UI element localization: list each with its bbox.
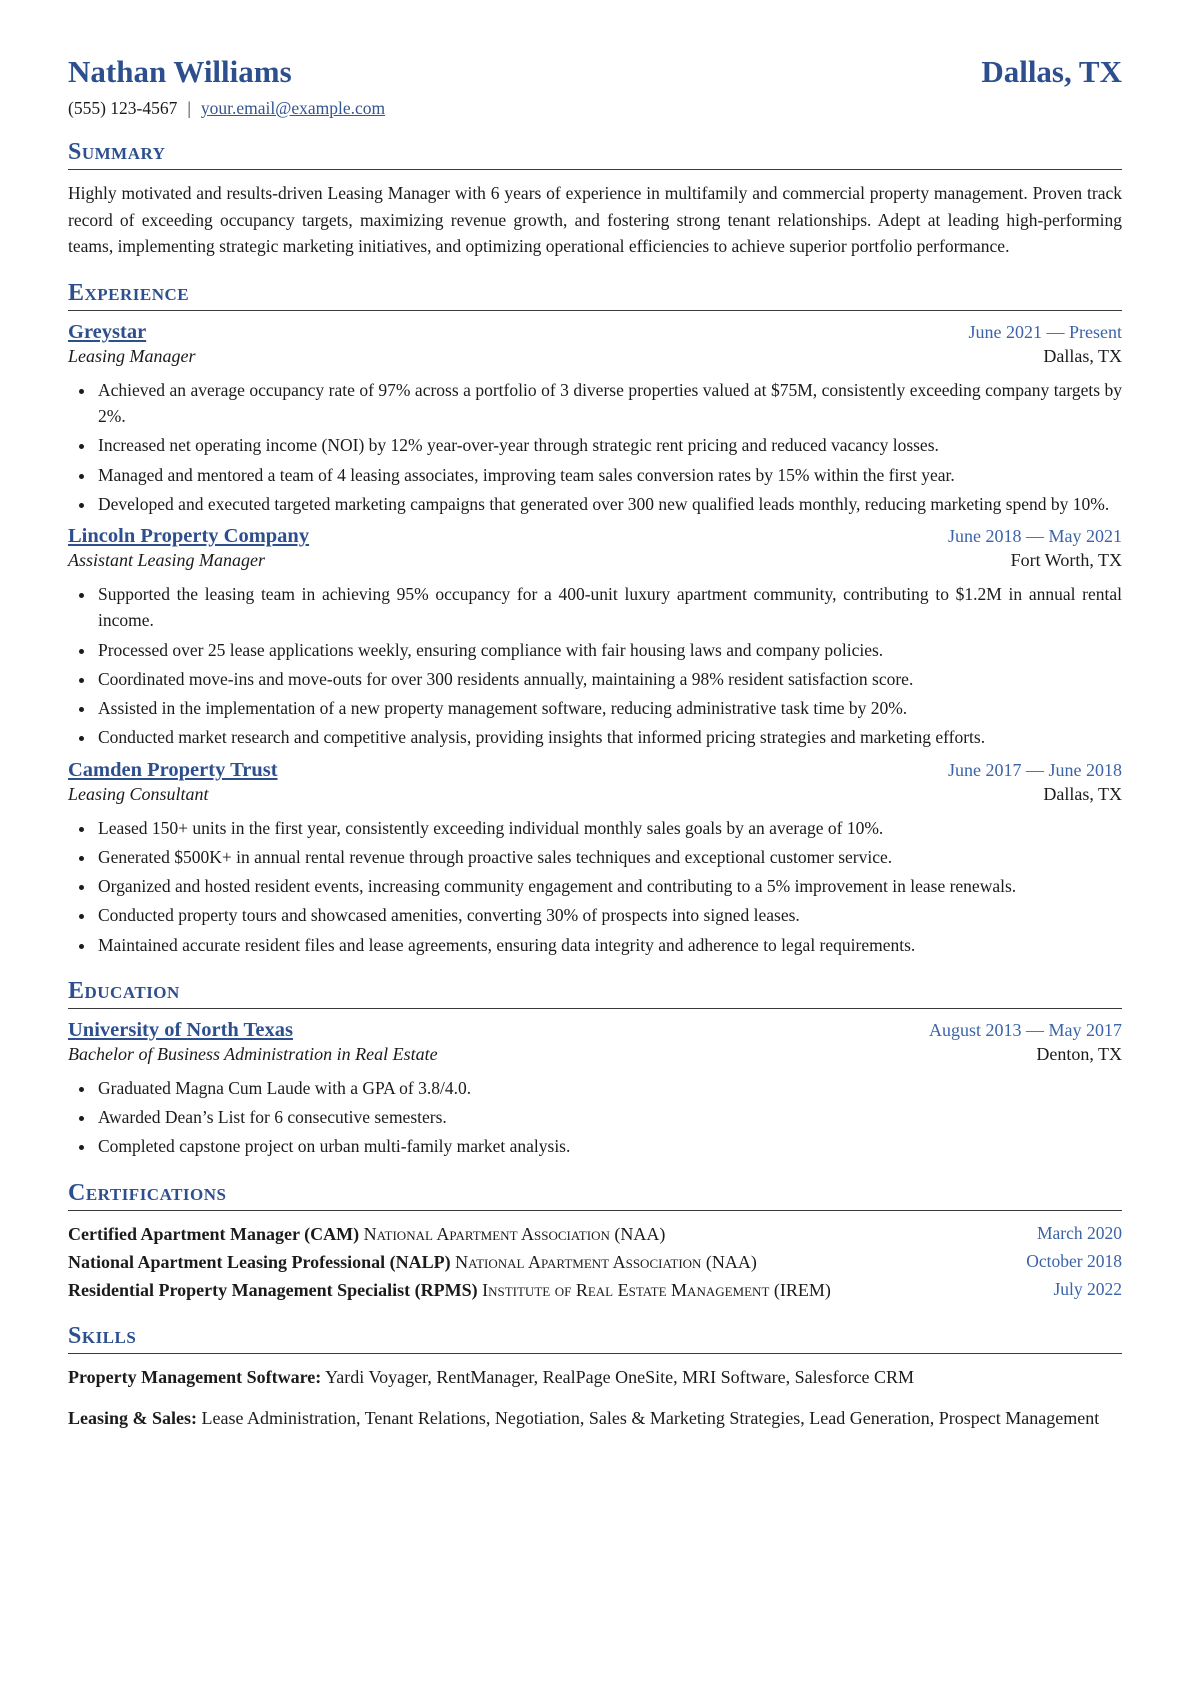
bullet-item: • Completed capstone project on urban multi-family market analysis.	[96, 1133, 1122, 1159]
job-header	[68, 321, 1122, 344]
education-subheader	[68, 1044, 1122, 1065]
bullet-item: • Awarded Dean’s List for 6 consecutive semesters.	[96, 1104, 1122, 1130]
skill-item	[68, 1364, 1122, 1391]
bullet-item: • Conducted property tours and showcased amenities, converting 30% of prospects into signed leases.	[96, 902, 1122, 928]
header	[68, 54, 1122, 90]
certification-name: National Apartment Leasing Professional (NALP)	[68, 1251, 451, 1272]
certification-date: March 2020	[1036, 1222, 1122, 1243]
job-entry-camden	[68, 759, 1122, 958]
bullet-item: • Supported the leasing team in achieving 95% occupancy for a 400-unit luxury apartment community, contributing to $1.2M in annual rental income.	[96, 581, 1122, 634]
certification-date: October 2018	[1026, 1250, 1122, 1271]
education-dates: August 2013 — May 2017	[929, 1019, 1122, 1040]
section-title-summary: Summary	[68, 139, 1122, 170]
job-subheader	[68, 550, 1122, 571]
bullet-item: • Organized and hosted resident events, increasing community engagement and contributing to a 5% improvement in lease renewals.	[96, 873, 1122, 899]
email-link[interactable]: your.email@example.com	[200, 98, 386, 118]
job-role: Assistant Leasing Manager	[68, 550, 266, 571]
bullet-item: • Maintained accurate resident files and lease agreements, ensuring data integrity and adherence to legal requirements.	[96, 932, 1122, 958]
bullet-item: • Leased 150+ units in the first year, consistently exceeding individual monthly sales goals by an average of 10%.	[96, 815, 1122, 841]
person-name: Nathan Williams	[68, 54, 292, 89]
company-link[interactable]: Lincoln Property Company	[68, 525, 310, 548]
certification-issuer: National Apartment Association (NAA)	[363, 1223, 666, 1244]
job-dates: June 2018 — May 2021	[948, 526, 1122, 547]
bullet-item: • Increased net operating income (NOI) by 12% year-over-year through strategic rent pricing and reduced vacancy losses.	[96, 432, 1122, 458]
school-link[interactable]: University of North Texas	[68, 1018, 293, 1041]
certification-item	[68, 1249, 1122, 1275]
education-location: Denton, TX	[1036, 1043, 1122, 1064]
company-link[interactable]: Greystar	[68, 320, 147, 343]
section-title-experience: Experience	[68, 280, 1122, 311]
skill-label: Leasing & Sales:	[68, 1407, 198, 1428]
job-role: Leasing Manager	[68, 345, 196, 366]
job-role: Leasing Consultant	[68, 783, 209, 804]
certification-item	[68, 1221, 1122, 1247]
job-dates: June 2021 — Present	[968, 321, 1122, 342]
skill-item	[68, 1405, 1122, 1432]
skill-value: Lease Administration, Tenant Relations, Negotiation, Sales & Marketing Strategies, Lead Generation, Prospect Management	[201, 1407, 1100, 1428]
job-location: Fort Worth, TX	[1010, 550, 1122, 571]
job-entry-lincoln	[68, 525, 1122, 751]
section-title-certifications: Certifications	[68, 1180, 1122, 1211]
bullet-item: • Generated $500K+ in annual rental revenue through proactive sales techniques and exceptional customer service.	[96, 844, 1122, 870]
company-link[interactable]: Camden Property Trust	[68, 758, 278, 781]
job-entry-greystar	[68, 321, 1122, 517]
job-header	[68, 759, 1122, 782]
header-location: Dallas, TX	[981, 54, 1122, 89]
certification-name: Certified Apartment Manager (CAM)	[68, 1223, 360, 1244]
summary-text: Highly motivated and results-driven Leasing Manager with 6 years of experience in multifamily and commercial property management. Proven track record of exceeding occupancy targets, maximizing revenue growth, and fostering strong tenant relationships. Adept at leading high-performing teams, implementing strategic marketing initiatives, and optimizing operational efficiencies to achieve superior portfolio performance.	[68, 183, 1122, 257]
contact-separator: |	[187, 98, 191, 118]
job-subheader	[68, 784, 1122, 805]
bullet-item: • Achieved an average occupancy rate of 97% across a portfolio of 3 diverse properties valued at $75M, consistently exceeding company targets by 2%.	[96, 377, 1122, 430]
job-bullets	[68, 377, 1122, 517]
bullet-item: • Assisted in the implementation of a new property management software, reducing administrative task time by 20%.	[96, 695, 1122, 721]
bullet-item: • Developed and executed targeted marketing campaigns that generated over 300 new qualified leads monthly, reducing marketing spend by 10%.	[96, 491, 1122, 517]
certification-issuer: Institute of Real Estate Management (IREM)	[482, 1279, 831, 1300]
phone-number: (555) 123-4567	[68, 98, 178, 118]
degree: Bachelor of Business Administration in Real Estate	[68, 1043, 438, 1064]
bullet-item: • Managed and mentored a team of 4 leasing associates, improving team sales conversion rates by 15% within the first year.	[96, 462, 1122, 488]
section-title-skills: Skills	[68, 1323, 1122, 1354]
job-location: Dallas, TX	[1043, 345, 1122, 366]
certification-name: Residential Property Management Specialist (RPMS)	[68, 1279, 478, 1300]
job-bullets	[68, 581, 1122, 751]
section-title-education: Education	[68, 978, 1122, 1009]
skill-label: Property Management Software:	[68, 1366, 322, 1387]
bullet-item: • Processed over 25 lease applications weekly, ensuring compliance with fair housing laws and company policies.	[96, 637, 1122, 663]
education-header	[68, 1019, 1122, 1042]
job-dates: June 2017 — June 2018	[948, 759, 1122, 780]
education-bullets	[68, 1075, 1122, 1160]
certification-date: July 2022	[1053, 1278, 1122, 1299]
bullet-item: • Coordinated move-ins and move-outs for over 300 residents annually, maintaining a 98% resident satisfaction score.	[96, 666, 1122, 692]
bullet-item: • Graduated Magna Cum Laude with a GPA of 3.8/4.0.	[96, 1075, 1122, 1101]
certification-item	[68, 1277, 1122, 1303]
job-subheader	[68, 346, 1122, 367]
certification-issuer: National Apartment Association (NAA)	[455, 1251, 757, 1272]
education-entry	[68, 1019, 1122, 1160]
skill-value: Yardi Voyager, RentManager, RealPage OneSite, MRI Software, Salesforce CRM	[325, 1366, 915, 1387]
contact-row	[68, 98, 1122, 119]
job-location: Dallas, TX	[1043, 783, 1122, 804]
bullet-item: • Conducted market research and competitive analysis, providing insights that informed pricing strategies and marketing efforts.	[96, 724, 1122, 750]
job-bullets	[68, 815, 1122, 958]
job-header	[68, 525, 1122, 548]
